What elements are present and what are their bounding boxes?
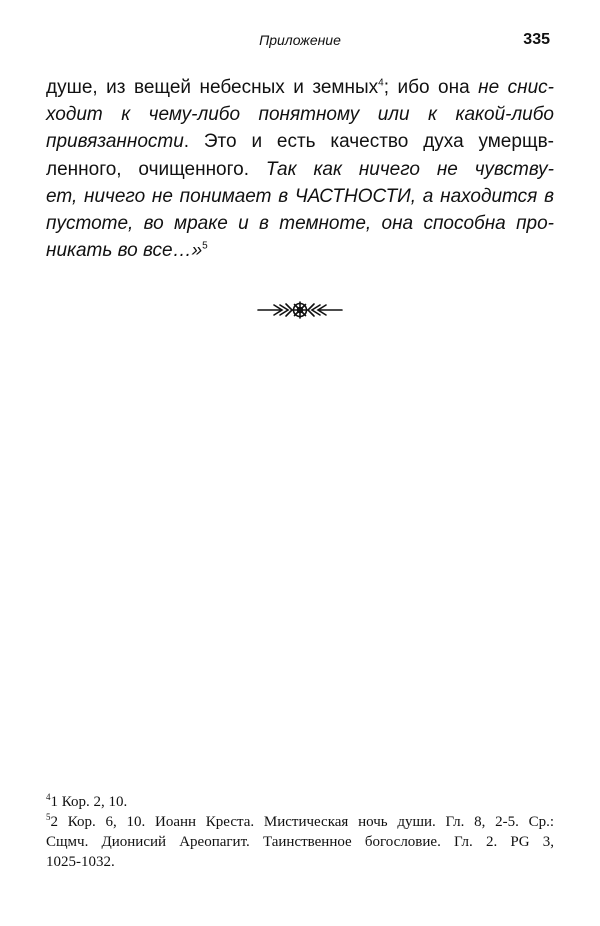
footnotes bbox=[46, 792, 554, 872]
text-line-7: никать во все…»$^5$ bbox=[46, 240, 208, 262]
footnote-5-line-2: Сщмч. Дионисий Ареопагит. Таинственное богословие. Гл. 2. PG 3, bbox=[46, 834, 554, 850]
running-title: Приложение bbox=[259, 32, 341, 48]
text-line-6: пустоте, во мраке и в темноте, она способна про- bbox=[46, 213, 554, 235]
text-line-5: ет, ничего не понимает в ЧАСТНОСТИ, а находится в bbox=[46, 185, 554, 207]
ornament-graphic bbox=[240, 298, 360, 322]
text-line-1: душе, из вещей небесных и земных$^4$; ибо она не снис- bbox=[46, 77, 555, 98]
footnote-ref-4: 4 bbox=[378, 77, 384, 89]
text-line-3: привязанности. Это и есть качество духа умерщв- bbox=[46, 131, 554, 153]
page-number: 335 bbox=[523, 31, 550, 48]
footnote-4: $^4$1 Кор. 2, 10. bbox=[46, 792, 128, 810]
footnote-5-line-3: 1025-1032. bbox=[46, 854, 115, 870]
footnote-ref-5: 5 bbox=[202, 240, 208, 252]
text-line-2: ходит к чему-либо понятному или к какой-либо bbox=[46, 104, 554, 126]
page-header bbox=[46, 30, 554, 54]
footnote-5-line-1: $^5$2 Кор. 6, 10. Иоанн Креста. Мистическая ночь души. Гл. 8, 2-5. Ср.: bbox=[46, 812, 554, 830]
text-line-4: ленного, очищенного. Так как ничего не чувству- bbox=[46, 158, 554, 180]
main-paragraph bbox=[46, 74, 554, 264]
section-ornament-icon bbox=[240, 298, 360, 322]
